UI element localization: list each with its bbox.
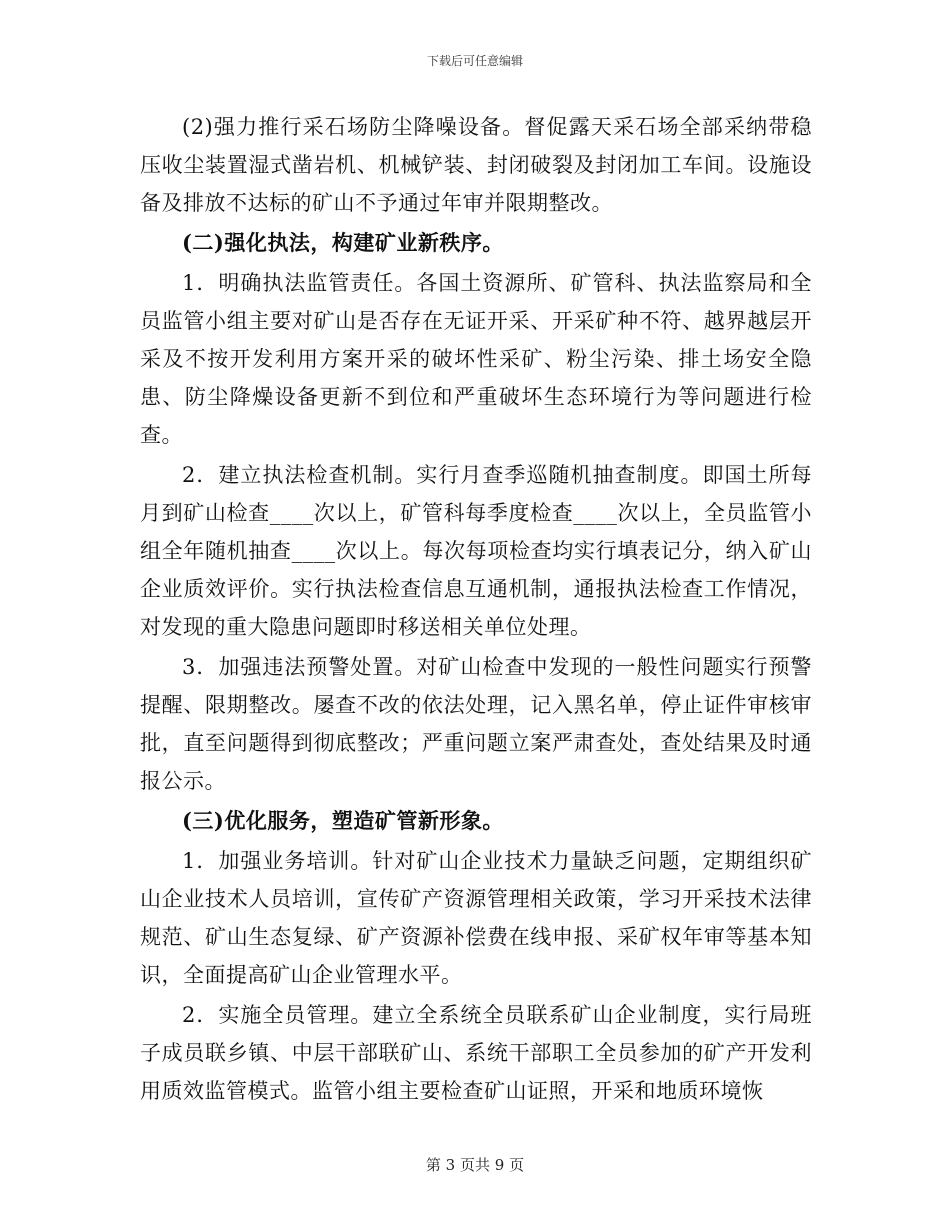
section-heading-service: (三)优化服务，塑造矿管新形象。 bbox=[182, 808, 504, 833]
paragraph-equipment: (2)强力推行采石场防尘降噪设备。督促露天采石场全部采纳带稳压收尘装置湿式凿岩机、机械铲装、封闭破裂及封闭加工车间。设施设备及排放不达标的矿山不予通过年审并限期整改。 bbox=[140, 115, 812, 215]
page-header: 下载后可任意编辑 bbox=[426, 54, 523, 68]
paragraph-training: 1．加强业务培训。针对矿山企业技术力量缺乏问题，定期组织矿山企业技术人员培训，宣传矿产资源管理相关政策，学习开采技术法律规范、矿山生态复绿、矿产资源补偿费在线申报、采矿权年审等基本知识，全面提高矿山企业管理水平。 bbox=[140, 849, 812, 987]
page-number: 第 3 页共 9 页 bbox=[425, 1156, 525, 1174]
document-body bbox=[140, 108, 812, 1110]
section-heading-enforcement: (二)强化执法，构建矿业新秩序。 bbox=[182, 230, 504, 255]
paragraph-supervision-duty: 1．明确执法监管责任。各国土资源所、矿管科、执法监察局和全员监管小组主要对矿山是否存在无证开采、开采矿种不符、越界越层开采及不按开发利用方案开采的破坏性采矿、粉尘污染、排土场安全隐患、防尘降燥设备更新不到位和严重破坏生态环境行为等问题进行检查。 bbox=[140, 271, 812, 447]
paragraph-staff-management: 2．实施全员管理。建立全系统全员联系矿山企业制度，实行局班子成员联乡镇、中层干部联矿山、系统干部职工全员参加的矿产开发利用质效监管模式。监管小组主要检查矿山证照，开采和地质环境恢 bbox=[140, 1003, 812, 1103]
paragraph-inspection-mechanism: 2．建立执法检查机制。实行月查季巡随机抽查制度。即国土所每月到矿山检查____次以上，矿管科每季度检查____次以上，全员监管小组全年随机抽查____次以上。每次每项检查均实行填表记分，纳入矿山企业质效评价。实行执法检查信息互通机制，通报执法检查工作情况，对发现的重大隐患问题即时移送相关单位处理。 bbox=[140, 463, 812, 639]
paragraph-violation-warning: 3．加强违法预警处置。对矿山检查中发现的一般性问题实行预警提醒、限期整改。屡查不改的依法处理，记入黑名单，停止证件审核审批，直至问题得到彻底整改；严重问题立案严肃查处，查处结果及时通报公示。 bbox=[140, 655, 812, 793]
